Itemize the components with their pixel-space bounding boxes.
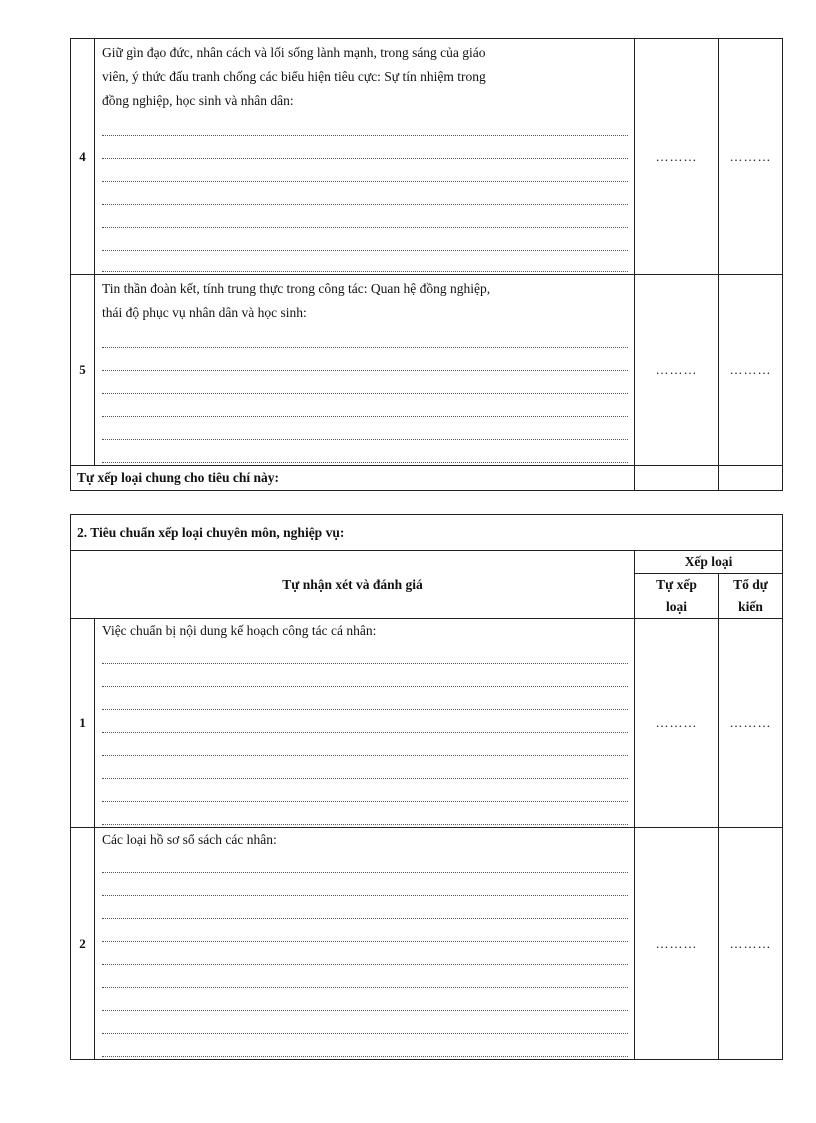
dotted-answer-line[interactable] [102,251,628,272]
section-title: 2. Tiêu chuẩn xếp loại chuyên môn, nghiệp vụ: [71,515,783,551]
summary-row [71,466,783,491]
rating-header: Xếp loại [635,551,783,574]
dotted-answer-line[interactable] [102,896,628,919]
group-rating-header [719,574,783,619]
dotted-answer-line[interactable] [102,228,628,251]
group-rating-header-line: kiến [738,599,763,614]
dotted-answer-line[interactable] [102,641,628,664]
criterion-cell [95,275,635,466]
dotted-answer-line[interactable] [102,1034,628,1057]
dotted-answer-line[interactable] [102,710,628,733]
criterion-text-line: Tin thần đoàn kết, tính trung thực trong công tác: Quan hệ đồng nghiệp, [102,281,491,296]
dotted-answer-line[interactable] [102,779,628,802]
self-rating-header [635,574,719,619]
criterion-cell [95,828,635,1060]
table-row [71,275,783,466]
table-row [71,619,783,828]
self-assessment-header: Tự nhận xét và đánh giá [71,551,635,619]
section-title-row [71,515,783,551]
dotted-answer-line[interactable] [102,205,628,228]
ethics-criteria-table [70,38,783,491]
group-rating-cell[interactable]: ……… [719,828,783,1060]
dotted-answer-line[interactable] [102,371,628,394]
summary-self-rating-cell[interactable] [635,466,719,491]
dotted-answer-line[interactable] [102,136,628,159]
criterion-cell [95,619,635,828]
criterion-text-line: viên, ý thức đấu tranh chống các biểu hiện tiêu cực: Sự tín nhiệm trong [102,69,486,84]
table-row [71,39,783,275]
row-number: 4 [71,39,95,275]
criterion-text-line: đồng nghiệp, học sinh và nhân dân: [102,93,294,108]
header-row [71,551,783,574]
dotted-answer-line[interactable] [102,664,628,687]
self-rating-cell[interactable]: ……… [635,275,719,466]
row-number: 5 [71,275,95,466]
dotted-answer-line[interactable] [102,687,628,710]
criterion-text-line: thái độ phục vụ nhân dân và học sinh: [102,305,307,320]
criterion-cell [95,39,635,275]
self-rating-cell[interactable]: ……… [635,828,719,1060]
summary-label: Tự xếp loại chung cho tiêu chí này: [71,466,635,491]
self-rating-header-line: Tự xếp [656,577,697,592]
dotted-answer-line[interactable] [102,159,628,182]
criterion-text-line: Việc chuẩn bị nội dung kế hoạch công tác cá nhân: [102,623,377,638]
dotted-answer-line[interactable] [102,756,628,779]
dotted-answer-line[interactable] [102,733,628,756]
dotted-answer-line[interactable] [102,919,628,942]
dotted-answer-line[interactable] [102,1011,628,1034]
dotted-answer-line[interactable] [102,850,628,873]
criterion-text-line: Các loại hồ sơ sổ sách các nhân: [102,832,277,847]
dotted-answer-line[interactable] [102,965,628,988]
dotted-answer-line[interactable] [102,394,628,417]
group-rating-cell[interactable]: ……… [719,619,783,828]
self-rating-cell[interactable]: ……… [635,619,719,828]
dotted-answer-line[interactable] [102,802,628,825]
dotted-answer-line[interactable] [102,873,628,896]
dotted-answer-line[interactable] [102,113,628,136]
dotted-answer-line[interactable] [102,988,628,1011]
group-rating-cell[interactable]: ……… [719,275,783,466]
dotted-answer-line[interactable] [102,325,628,348]
dotted-answer-line[interactable] [102,182,628,205]
self-rating-cell[interactable]: ……… [635,39,719,275]
table-row [71,828,783,1060]
dotted-answer-line[interactable] [102,417,628,440]
summary-group-rating-cell[interactable] [719,466,783,491]
criterion-text-line: Giữ gìn đạo đức, nhân cách và lối sống lành mạnh, trong sáng của giáo [102,45,486,60]
row-number: 2 [71,828,95,1060]
self-rating-header-line: loại [665,599,687,614]
row-number: 1 [71,619,95,828]
dotted-answer-line[interactable] [102,942,628,965]
dotted-answer-line[interactable] [102,440,628,463]
professional-criteria-table [70,514,783,1060]
group-rating-header-line: Tổ dự [733,577,768,592]
dotted-answer-line[interactable] [102,348,628,371]
group-rating-cell[interactable]: ……… [719,39,783,275]
